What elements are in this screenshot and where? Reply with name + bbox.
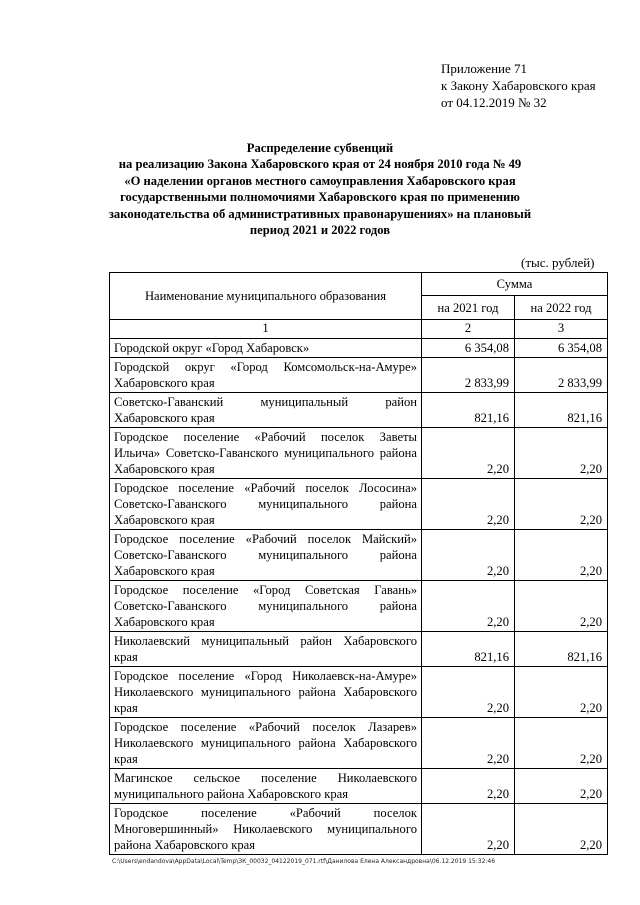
municipality-name: Николаевский муниципальный район Хабаровского края	[110, 632, 422, 667]
amount-2022: 821,16	[515, 632, 608, 667]
municipality-name: Городское поселение «Рабочий поселок Лазарев» Николаевского муниципального района Хабаровского края	[110, 718, 422, 769]
title-line-3: «О наделении органов местного самоуправления Хабаровского края	[124, 173, 516, 188]
column-number-3: 3	[515, 320, 608, 339]
amount-2021: 2,20	[422, 428, 515, 479]
amount-2022: 2 833,99	[515, 358, 608, 393]
amount-2021: 2,20	[422, 718, 515, 769]
column-number-2: 2	[422, 320, 515, 339]
column-number-1: 1	[110, 320, 422, 339]
table-row	[110, 393, 608, 428]
amount-2021: 2,20	[422, 769, 515, 804]
municipality-name: Советско-Гаванский муниципальный район Хабаровского края	[110, 393, 422, 428]
municipality-name: Городское поселение «Рабочий поселок Заветы Ильича» Советско-Гаванского муниципального района Хабаровского края	[110, 428, 422, 479]
amount-2022: 2,20	[515, 479, 608, 530]
title-line-6: период 2021 и 2022 годов	[249, 223, 391, 238]
header-name: Наименование муниципального образования	[110, 273, 422, 320]
amount-2022: 2,20	[515, 530, 608, 581]
title-line-5: законодательства об административных правонарушениях» на плановый	[108, 206, 532, 221]
table-row	[110, 581, 608, 632]
table-row	[110, 718, 608, 769]
amount-2021: 2 833,99	[422, 358, 515, 393]
file-path-footer: C:\Users\endandova\AppData\Local\Temp\ЗК_00032_04122019_071.rtf\Данилова Елена Александровна\06.12.2019 15:32:46	[112, 858, 496, 865]
amount-2022: 821,16	[515, 393, 608, 428]
amount-2022: 2,20	[515, 718, 608, 769]
municipality-name: Городское поселение «Рабочий поселок Многовершинный» Николаевского муниципального района Хабаровского края	[110, 804, 422, 855]
appendix-law-ref: к Закону Хабаровского края	[441, 78, 596, 93]
title-line-4: государственными полномочиями Хабаровского края по применению	[120, 190, 520, 205]
amount-2022: 6 354,08	[515, 339, 608, 358]
amount-2022: 2,20	[515, 428, 608, 479]
table-row	[110, 530, 608, 581]
header-year-2022: на 2022 год	[515, 296, 608, 320]
amount-2021: 2,20	[422, 530, 515, 581]
title-line-1: Распределение субвенций	[246, 141, 394, 155]
title-line-2: на реализацию Закона Хабаровского края от 24 ноября 2010 года № 49	[118, 157, 522, 172]
amount-2022: 2,20	[515, 804, 608, 855]
subsidy-table	[109, 272, 608, 855]
table-row	[110, 804, 608, 855]
document-title	[100, 140, 540, 238]
appendix-number: Приложение 71	[441, 61, 528, 76]
table-row	[110, 769, 608, 804]
municipality-name: Городское поселение «Город Советская Гавань» Советско-Гаванского муниципального района Хабаровского края	[110, 581, 422, 632]
amount-2022: 2,20	[515, 769, 608, 804]
table-row	[110, 358, 608, 393]
amount-2022: 2,20	[515, 581, 608, 632]
table-row	[110, 428, 608, 479]
table-row	[110, 667, 608, 718]
header-year-2021: на 2021 год	[422, 296, 515, 320]
table-row	[110, 339, 608, 358]
table-row	[110, 479, 608, 530]
appendix-date: от 04.12.2019 № 32	[441, 95, 547, 110]
amount-2021: 821,16	[422, 393, 515, 428]
amount-2022: 2,20	[515, 667, 608, 718]
municipality-name: Городской округ «Город Комсомольск-на-Амуре» Хабаровского края	[110, 358, 422, 393]
amount-2021: 2,20	[422, 667, 515, 718]
municipality-name: Городское поселение «Город Николаевск-на-Амуре» Николаевского муниципального района Хабаровского края	[110, 667, 422, 718]
table-row	[110, 632, 608, 667]
municipality-name: Городское поселение «Рабочий поселок Майский» Советско-Гаванского муниципального района Хабаровского края	[110, 530, 422, 581]
unit-label: (тыс. рублей)	[521, 255, 595, 270]
amount-2021: 821,16	[422, 632, 515, 667]
municipality-name: Городской округ «Город Хабаровск»	[110, 339, 422, 358]
municipality-name: Городское поселение «Рабочий поселок Лососина» Советско-Гаванского муниципального района Хабаровского края	[110, 479, 422, 530]
amount-2021: 2,20	[422, 479, 515, 530]
amount-2021: 6 354,08	[422, 339, 515, 358]
appendix-block	[441, 60, 596, 111]
amount-2021: 2,20	[422, 581, 515, 632]
header-sum: Сумма	[422, 273, 608, 296]
amount-2021: 2,20	[422, 804, 515, 855]
municipality-name: Магинское сельское поселение Николаевского муниципального района Хабаровского края	[110, 769, 422, 804]
